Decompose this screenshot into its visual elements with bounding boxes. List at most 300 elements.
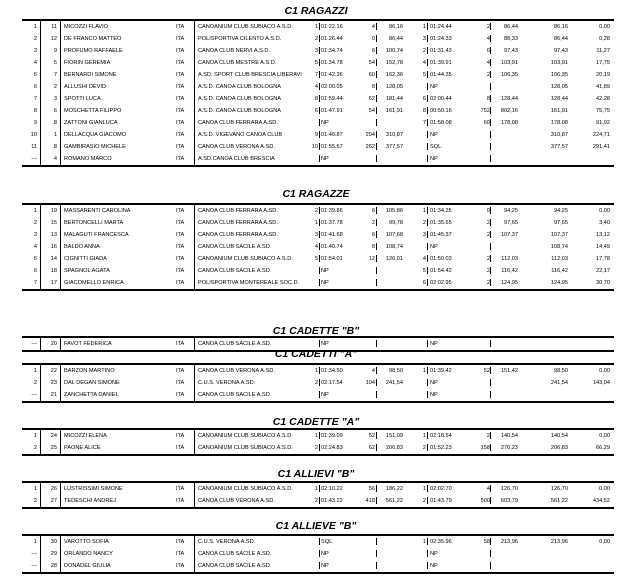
table-row — [22, 153, 614, 165]
cell-separator — [376, 131, 377, 138]
cell-separator — [427, 59, 428, 66]
cell-r2-total — [492, 81, 518, 93]
cell-r1-time: 01:34.50 — [321, 368, 343, 374]
cell-r1-pen — [358, 117, 375, 129]
cell-pos: --- — [31, 551, 37, 557]
cell-r1-pen: 52 — [368, 433, 375, 439]
cell-separator — [376, 207, 377, 214]
cell-r2-pos — [416, 153, 426, 165]
cell-r2-total: 213,96 — [500, 539, 518, 545]
cell-gap: 291,41 — [592, 144, 610, 150]
cell-r2-total — [492, 153, 518, 165]
table-row — [22, 57, 614, 69]
cell-separator — [319, 243, 320, 250]
cell-club: C.U.S. VERONA A.SD. — [198, 380, 256, 386]
cell-bib: 12 — [50, 36, 57, 42]
cell-gap: 66,29 — [596, 445, 610, 451]
cell-r1-pos: 1 — [314, 368, 318, 374]
cell-r1-time: NP — [321, 551, 329, 557]
cell-best: 108,74 — [550, 244, 568, 250]
cell-r2-time: SQL — [430, 144, 442, 150]
cell-bib: 4 — [53, 156, 57, 162]
cell-r1-total: 98,50 — [389, 368, 403, 374]
section-title: C1 CADETTE "B" — [272, 325, 360, 337]
cell-gap: 3,40 — [599, 220, 610, 226]
cell-r2-pen: 52 — [483, 368, 490, 374]
section-title: C1 RAGAZZE — [282, 188, 350, 200]
cell-r1-time: 02:24.83 — [321, 445, 343, 451]
cell-name: FAVOT FEDERICA — [64, 341, 112, 347]
cell-separator — [427, 379, 428, 386]
cell-gap: 17,78 — [596, 256, 610, 262]
cell-separator — [427, 267, 428, 274]
cell-nat: ITA — [176, 120, 185, 126]
cell-club: POLISPORTIVA MONTEREALE SOC.D. — [198, 280, 300, 286]
cell-gap: 75,75 — [596, 108, 610, 114]
cell-r2-pen: 2 — [486, 280, 490, 286]
cell-bib: 27 — [50, 498, 57, 504]
cell-r2-time: 01:34.25 — [430, 208, 452, 214]
cell-r2-pen: 2 — [486, 433, 490, 439]
cell-r1-pen: 8 — [371, 244, 375, 250]
cell-pos: 4 — [33, 60, 37, 66]
cell-pos: 3 — [33, 48, 37, 54]
cell-r1-total — [377, 560, 403, 572]
table-row — [22, 33, 614, 45]
cell-r2-pos: 2 — [422, 445, 426, 451]
cell-r1-time: 01:34.74 — [321, 48, 343, 54]
cell-name: BERNARDI SIMONE — [64, 72, 117, 78]
cell-r1-pen: 262 — [365, 144, 375, 150]
cell-bib: 8 — [53, 120, 57, 126]
cell-separator — [427, 131, 428, 138]
cell-separator — [490, 231, 491, 238]
cell-r1-pos: 2 — [314, 208, 318, 214]
cell-r2-pos — [416, 377, 426, 389]
cell-bib: 26 — [50, 486, 57, 492]
cell-r2-total — [492, 241, 518, 253]
cell-nat: ITA — [176, 551, 185, 557]
cell-separator — [319, 538, 320, 545]
cell-r1-total: 128,05 — [385, 84, 403, 90]
cell-name: DONADEL GIULIA — [64, 563, 111, 569]
cell-name: ZATTONI GIANLUCA — [64, 120, 118, 126]
table-row — [22, 69, 614, 81]
cell-pos: 2 — [33, 220, 37, 226]
table-row — [22, 93, 614, 105]
cell-name: FIORIN GEREMIA — [64, 60, 111, 66]
cell-r2-time: NP — [430, 132, 438, 138]
cell-r2-time: NP — [430, 244, 438, 250]
cell-pos: 2 — [33, 380, 37, 386]
cell-r2-time: NP — [430, 84, 438, 90]
cell-separator — [490, 243, 491, 250]
cell-pos: 4 — [33, 244, 37, 250]
cell-club: A.SD. SPORT CLUB BRESCIA LIBERAVI — [198, 72, 302, 78]
cell-separator — [376, 35, 377, 42]
cell-best: 103,91 — [550, 60, 568, 66]
cell-r1-pos — [307, 117, 318, 129]
section-title: C1 CADETTE "A" — [272, 416, 360, 428]
cell-separator — [319, 485, 320, 492]
cell-gap — [572, 548, 610, 560]
cell-r1-pos: 2 — [314, 380, 318, 386]
cell-separator — [319, 550, 320, 557]
table-row — [22, 377, 614, 389]
cell-separator — [319, 59, 320, 66]
cell-bib: 23 — [50, 380, 57, 386]
cell-separator — [319, 143, 320, 150]
cell-separator — [427, 47, 428, 54]
cell-separator — [427, 432, 428, 439]
cell-r2-total: 151,42 — [500, 368, 518, 374]
cell-gap: 41,89 — [596, 84, 610, 90]
cell-best — [522, 548, 568, 560]
cell-best: 106,35 — [550, 72, 568, 78]
cell-separator — [427, 231, 428, 238]
cell-r2-pos: 2 — [422, 48, 426, 54]
cell-bib: 17 — [50, 280, 57, 286]
cell-gap: 0,00 — [599, 368, 610, 374]
cell-r2-pos — [416, 548, 426, 560]
cell-r1-total: 107,68 — [385, 232, 403, 238]
cell-separator — [427, 485, 428, 492]
cell-r2-pen: 6 — [486, 48, 490, 54]
cell-r2-total: 128,44 — [500, 96, 518, 102]
cell-r1-pen: 62 — [368, 445, 375, 451]
cell-r2-time: 01:54.42 — [430, 268, 452, 274]
cell-bib: 1 — [53, 132, 57, 138]
cell-gap: 14,49 — [596, 244, 610, 250]
cell-r1-time: 01:54.01 — [321, 256, 343, 262]
cell-r2-time: NP — [430, 551, 438, 557]
cell-separator — [376, 497, 377, 504]
cell-separator — [427, 497, 428, 504]
cell-r1-pen: 8 — [371, 84, 375, 90]
cell-nat: ITA — [176, 36, 185, 42]
cell-separator — [319, 497, 320, 504]
table-row — [22, 536, 614, 548]
cell-r2-pen: 8 — [486, 96, 490, 102]
cell-r1-time: 01:42.36 — [321, 72, 343, 78]
cell-r2-time: NP — [430, 341, 438, 347]
cell-club: CANOA CLUB NERVI A.S.D. — [198, 48, 271, 54]
cell-r1-time: 01:34.78 — [321, 60, 343, 66]
cell-r2-total: 88,33 — [504, 36, 518, 42]
cell-separator — [490, 267, 491, 274]
cell-name: PAONE ALICE — [64, 445, 101, 451]
cell-r2-pen — [472, 377, 490, 389]
cell-r1-total: 100,74 — [385, 48, 403, 54]
cell-r1-time: 01:59.44 — [321, 96, 343, 102]
cell-best: 86,16 — [554, 24, 568, 30]
cell-best: 124,95 — [550, 280, 568, 286]
cell-best: 161,91 — [550, 108, 568, 114]
cell-best — [522, 389, 568, 401]
cell-separator — [490, 391, 491, 398]
cell-club: A.S.D. CANOA CLUB BOLOGNA — [198, 96, 281, 102]
cell-best: 97,43 — [554, 48, 568, 54]
cell-bib: 2 — [53, 84, 57, 90]
cell-bib: 6 — [53, 108, 57, 114]
cell-pos: --- — [31, 156, 37, 162]
cell-r1-pen — [358, 153, 375, 165]
table-row — [22, 129, 614, 141]
cell-separator — [319, 35, 320, 42]
section-title: C1 RAGAZZI — [284, 5, 348, 17]
cell-nat: ITA — [176, 268, 185, 274]
cell-name: GAMBIRASIO MICHELE — [64, 144, 126, 150]
cell-r2-total: 603,79 — [500, 498, 518, 504]
cell-best: 107,37 — [550, 232, 568, 238]
table-row — [22, 229, 614, 241]
cell-separator — [319, 119, 320, 126]
cell-best: 213,96 — [550, 539, 568, 545]
cell-club: CANOA CLUB SACILE A.SD. — [198, 341, 272, 347]
cell-best: 377,57 — [550, 144, 568, 150]
cell-separator — [376, 143, 377, 150]
cell-best: 116,42 — [551, 268, 568, 274]
cell-nat: ITA — [176, 156, 185, 162]
cell-separator — [427, 71, 428, 78]
cell-r2-total: 112,03 — [501, 256, 518, 262]
cell-r2-time: 01:24.44 — [430, 24, 452, 30]
cell-club: CANOA CLUB FERRARA A.SD. — [198, 120, 278, 126]
cell-r2-pos: 8 — [422, 108, 426, 114]
cell-r2-time: 01:52.23 — [430, 445, 452, 451]
cell-separator — [490, 107, 491, 114]
table-row — [22, 265, 614, 277]
cell-bib: 14 — [50, 256, 57, 262]
table-row — [22, 217, 614, 229]
table-row — [22, 105, 614, 117]
cell-club: CANOA CLUB SACILE A.SD. — [198, 392, 272, 398]
cell-r2-pos: 3 — [422, 36, 426, 42]
cell-club: CANOANIUM CLUB SUBIACO A.S.D. — [198, 433, 293, 439]
cell-r2-total: 124,95 — [500, 280, 518, 286]
cell-bib: 15 — [50, 220, 57, 226]
cell-name: BARZON MARTINO — [64, 368, 115, 374]
cell-best — [522, 153, 568, 165]
cell-bib: 16 — [50, 244, 57, 250]
cell-r1-time: 01:40.74 — [321, 244, 343, 250]
cell-separator — [490, 23, 491, 30]
cell-club: A.S.D. VIGEVANO CANOA CLUB — [198, 132, 283, 138]
cell-bib: 9 — [53, 48, 57, 54]
cell-r2-pen: 2 — [486, 72, 490, 78]
cell-r2-pen — [472, 81, 490, 93]
cell-gap: 22,17 — [596, 268, 610, 274]
cell-r1-pos: 7 — [314, 72, 318, 78]
cell-r1-total: 99,78 — [389, 220, 403, 226]
cell-club: CANOANIUM CLUB SUBIACO A.S.D. — [198, 256, 293, 262]
cell-separator — [376, 219, 377, 226]
cell-gap: 13,12 — [596, 232, 610, 238]
cell-r1-total — [377, 277, 403, 289]
cell-bib: 29 — [50, 551, 57, 557]
cell-r1-total: 161,91 — [385, 108, 403, 114]
cell-nat: ITA — [176, 392, 185, 398]
cell-r1-pen: 104 — [365, 380, 375, 386]
cell-pos: 10 — [30, 132, 37, 138]
cell-r1-pos: 10 — [311, 144, 318, 150]
cell-bib: 19 — [50, 208, 57, 214]
table-row — [22, 560, 614, 572]
cell-nat: ITA — [176, 341, 185, 347]
cell-nat: ITA — [176, 232, 185, 238]
cell-separator — [427, 550, 428, 557]
cell-separator — [376, 83, 377, 90]
cell-name: VAROTTO SOFIA — [64, 539, 109, 545]
cell-club: POLISPORTIVA CILENTO A.S.D. — [198, 36, 282, 42]
cell-separator — [427, 367, 428, 374]
results-table — [22, 363, 614, 403]
cell-best: 206,83 — [550, 445, 568, 451]
cell-r1-pos — [307, 389, 318, 401]
cell-name: MALAGUTI FRANCESCA — [64, 232, 129, 238]
cell-pos: --- — [31, 392, 37, 398]
cell-r1-pos — [307, 153, 318, 165]
cell-r1-time: 02:17.54 — [321, 380, 343, 386]
cell-pos: 1 — [33, 208, 37, 214]
cell-separator — [376, 155, 377, 162]
cell-club: C.U.S. VERONA A.SD. — [198, 539, 256, 545]
table-row — [22, 430, 614, 442]
cell-separator — [319, 279, 320, 286]
cell-r1-pos — [307, 265, 318, 277]
cell-separator — [319, 207, 320, 214]
table-row — [22, 21, 614, 33]
cell-separator — [319, 71, 320, 78]
cell-r2-pen: 500 — [480, 498, 490, 504]
cell-r2-time: 02:35.96 — [430, 539, 452, 545]
cell-r1-pos: 9 — [314, 132, 318, 138]
cell-separator — [427, 155, 428, 162]
cell-r1-pen — [358, 265, 375, 277]
cell-name: DAL DEGAN SIMONE — [64, 380, 120, 386]
cell-r2-time: 01:44.35 — [430, 72, 452, 78]
cell-pos: 5 — [33, 256, 37, 262]
cell-r1-time: SQL — [321, 539, 333, 545]
cell-gap: 0,00 — [599, 486, 610, 492]
cell-club: CANOA CLUB FERRARA A.SD. — [198, 220, 278, 226]
cell-club: CANOA CLUB FERRARA A.SD. — [198, 232, 278, 238]
cell-pos: 6 — [33, 84, 37, 90]
cell-club: A.SD.CANOA CLUB BRESCIA — [198, 156, 275, 162]
cell-nat: ITA — [176, 72, 185, 78]
cell-best: 178,08 — [550, 120, 568, 126]
cell-r1-pen: 6 — [371, 208, 375, 214]
cell-r1-total: 162,36 — [385, 72, 403, 78]
cell-r2-time: 01:39.42 — [430, 368, 452, 374]
cell-pos: 11 — [31, 144, 37, 150]
cell-r2-pos: 1 — [422, 433, 426, 439]
cell-r1-total: 241,54 — [385, 380, 403, 386]
cell-bib: 22 — [50, 368, 57, 374]
cell-r2-pos: 4 — [422, 60, 426, 66]
cell-name: ROMANO MARCO — [64, 156, 112, 162]
cell-r1-time: NP — [321, 120, 329, 126]
cell-separator — [376, 279, 377, 286]
cell-pos: 2 — [33, 445, 37, 451]
cell-nat: ITA — [176, 108, 185, 114]
cell-r2-total: 106,35 — [500, 72, 518, 78]
cell-r2-pos — [416, 560, 426, 572]
cell-r1-time: 01:39.86 — [321, 208, 343, 214]
cell-separator — [376, 47, 377, 54]
cell-separator — [490, 550, 491, 557]
cell-separator — [376, 367, 377, 374]
cell-r2-pen — [472, 241, 490, 253]
cell-r2-pos — [416, 81, 426, 93]
results-table — [22, 428, 614, 456]
cell-bib: 28 — [50, 563, 57, 569]
cell-gap: 0,00 — [599, 539, 610, 545]
cell-gap — [572, 389, 610, 401]
cell-r2-pos: 2 — [422, 498, 426, 504]
cell-r2-time: NP — [430, 563, 438, 569]
table-row — [22, 45, 614, 57]
cell-r2-pos: 6 — [422, 280, 426, 286]
cell-r2-pen: 2 — [486, 220, 490, 226]
cell-gap: 42,28 — [596, 96, 610, 102]
cell-bib: 21 — [50, 392, 57, 398]
cell-name: MOSCHETTA FILIPPO — [64, 108, 122, 114]
cell-separator — [490, 562, 491, 569]
cell-r1-pos: 2 — [314, 445, 318, 451]
cell-r2-pos — [416, 389, 426, 401]
cell-bib: 24 — [50, 433, 57, 439]
cell-separator — [319, 47, 320, 54]
cell-nat: ITA — [176, 445, 185, 451]
cell-r2-time: 01:50.03 — [430, 256, 452, 262]
results-table — [22, 19, 614, 167]
cell-separator — [490, 71, 491, 78]
cell-separator — [376, 59, 377, 66]
cell-r2-pen: 4 — [486, 486, 490, 492]
cell-separator — [490, 95, 491, 102]
cell-nat: ITA — [176, 60, 185, 66]
cell-r2-pen: 2 — [486, 232, 490, 238]
cell-pos: 3 — [33, 232, 37, 238]
cell-separator — [319, 155, 320, 162]
table-row — [22, 253, 614, 265]
cell-best: 561,22 — [550, 498, 568, 504]
cell-r2-pos — [416, 241, 426, 253]
cell-separator — [427, 444, 428, 451]
cell-r1-time: 02:00.05 — [321, 84, 343, 90]
cell-r2-pen: 2 — [486, 256, 490, 262]
cell-best: 310,87 — [550, 132, 568, 138]
cell-separator — [376, 71, 377, 78]
cell-club: CANOA CLUB FERRARA A.SD. — [198, 208, 278, 214]
cell-separator — [376, 267, 377, 274]
table-row — [22, 365, 614, 377]
cell-r1-pos: 8 — [314, 96, 318, 102]
cell-bib: 20 — [50, 341, 57, 347]
cell-r1-pen — [358, 560, 375, 572]
cell-club: CANOA CLUB SACILE A.SD. — [198, 563, 272, 569]
cell-separator — [319, 107, 320, 114]
cell-r1-time: NP — [321, 563, 329, 569]
cell-name: DELLACQUA GIACOMO — [64, 132, 127, 138]
cell-r1-total — [377, 153, 403, 165]
cell-nat: ITA — [176, 563, 185, 569]
cell-bib: 11 — [51, 24, 57, 30]
cell-r2-pen — [472, 129, 490, 141]
cell-separator — [427, 391, 428, 398]
cell-separator — [490, 155, 491, 162]
